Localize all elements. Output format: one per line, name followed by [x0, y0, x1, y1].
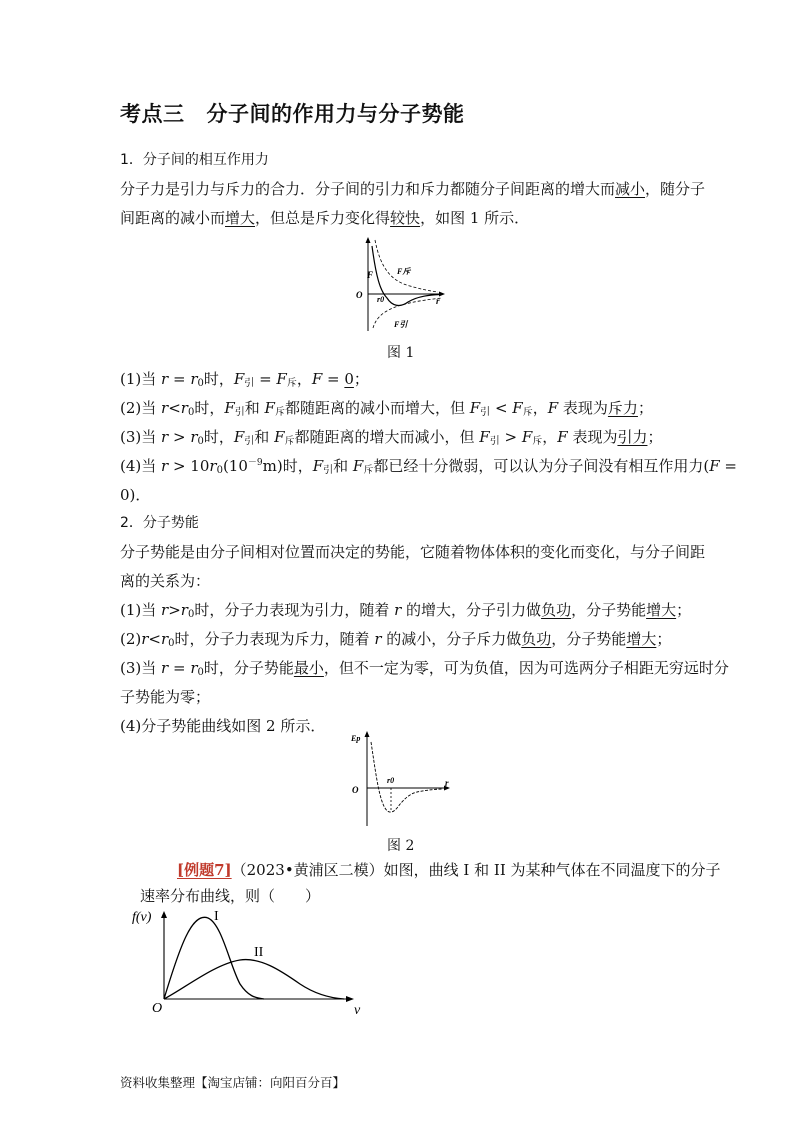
figure3-curve-II: [164, 960, 344, 999]
figure2-caption: 图 2: [387, 838, 415, 854]
figure3-label-II: II: [254, 945, 264, 960]
figure1-repulsive-curve: [375, 240, 438, 292]
section2-paragraph-line2: 离的关系为：: [120, 572, 211, 590]
heading-text: 分子间的作用力与分子势能: [206, 102, 465, 126]
figure3-label-fv: f(v): [132, 910, 152, 925]
condition-1: (1)当 $r = r_0$时，$F_引 = F_斥$，F = 0；: [120, 370, 369, 389]
answer-attraction: 引力: [617, 428, 648, 446]
section1-title: 1．分子间的相互作用力: [120, 152, 269, 168]
figure1-label-Fatt: F引: [394, 320, 408, 329]
section1-paragraph-line2: 间距离的减小而增大，但总是斥力变化得较快，如图 1 所示．: [120, 209, 530, 227]
heading-label: 考点三: [120, 102, 185, 126]
answer-increase: 增大: [225, 209, 256, 227]
figure3-label-I: I: [214, 909, 219, 924]
energy-item-3-line1: (3)当 $r = r_0$时，分子势能最小，但不一定为零，可为负值，因为可选两分子相距无穷远时分: [120, 659, 729, 678]
figure3-x-arrow: [346, 996, 354, 1002]
footer-source: 资料收集整理【淘宝店铺：向阳百分百】: [120, 1075, 346, 1090]
answer-faster: 较快: [390, 209, 421, 227]
figure1-y-arrow: [366, 237, 371, 243]
energy-item-2: $(2)r<r_0$时，分子力表现为斥力，随着 r 的减小，分子斥力做负功，分子势能增大；: [120, 630, 672, 649]
energy-item-1: (1)当 $r>r_0$时，分子力表现为引力，随着 r 的增大，分子引力做负功，分子势能增大；: [120, 601, 692, 620]
figure2-label-Ep: Ep: [351, 734, 361, 743]
condition-3: (3)当 $r > r_0$时，$F_引$和 $F_斥$都随距离的增大而减小，但 $F_引 > F_斥$，F 表现为引力；: [120, 428, 663, 447]
figure2-potential-energy-graph: [347, 728, 457, 828]
section1-paragraph-line1: 分子力是引力与斥力的合力．分子间的引力和斥力都随分子间距离的增大而减小，随分子: [120, 180, 706, 198]
figure2-label-r0: r0: [387, 776, 395, 785]
example-tag: [例题7]: [177, 861, 232, 879]
condition-4-line2: 0)．: [120, 486, 151, 504]
energy-item-3-line2: 子势能为零；: [120, 688, 211, 706]
answer-decrease: 减小: [615, 180, 646, 198]
figure3-curve-I: [164, 917, 264, 999]
energy-item-4: (4)分子势能曲线如图 2 所示．: [120, 717, 326, 735]
answer-zero: 0: [344, 370, 354, 388]
section-heading: [120, 98, 465, 128]
figure3-label-O: O: [152, 1001, 163, 1016]
figure1-label-F: F: [367, 270, 374, 280]
figure1-caption: 图 1: [387, 345, 415, 361]
figure2-label-O: O: [352, 785, 359, 795]
figure1-label-r: r: [436, 296, 440, 306]
figure3-y-arrow: [161, 911, 167, 918]
condition-4-line1: (4)当 $r > 10r_0(10^{-9}m)$时，$F_引$和 $F_斥$都已经十分微弱，可以认为分子间没有相互作用力(F =: [120, 457, 737, 476]
figure3-speed-distribution: [130, 906, 380, 1021]
section2-paragraph-line1: 分子势能是由分子间相对位置而决定的势能，它随着物体体积的变化而变化，与分子间距: [120, 543, 706, 561]
figure1-label-r0: r0: [377, 295, 385, 304]
figure2-energy-curve: [371, 742, 443, 812]
figure3-label-v: v: [354, 1003, 361, 1018]
condition-2: (2)当 $r<r_0$时，$F_引$和 $F_斥$都随距离的减小而增大，但 $F_引 < F_斥$，F 表现为斥力；: [120, 399, 653, 418]
figure1-force-graph: [350, 236, 450, 336]
figure1-label-Frep: F斥: [397, 267, 411, 276]
section2-title: 2．分子势能: [120, 515, 199, 531]
figure2-y-arrow: [365, 731, 370, 737]
answer-repulsion: 斥力: [607, 399, 638, 417]
figure1-label-O: O: [356, 290, 363, 300]
example-line2: 速率分布曲线，则（ ）: [140, 887, 321, 905]
example-line1: [例题7]（2023•黄浦区二模）如图，曲线 I 和 II 为某种气体在不同温度下的分子: [177, 861, 721, 879]
figure2-label-r: r: [445, 778, 449, 788]
